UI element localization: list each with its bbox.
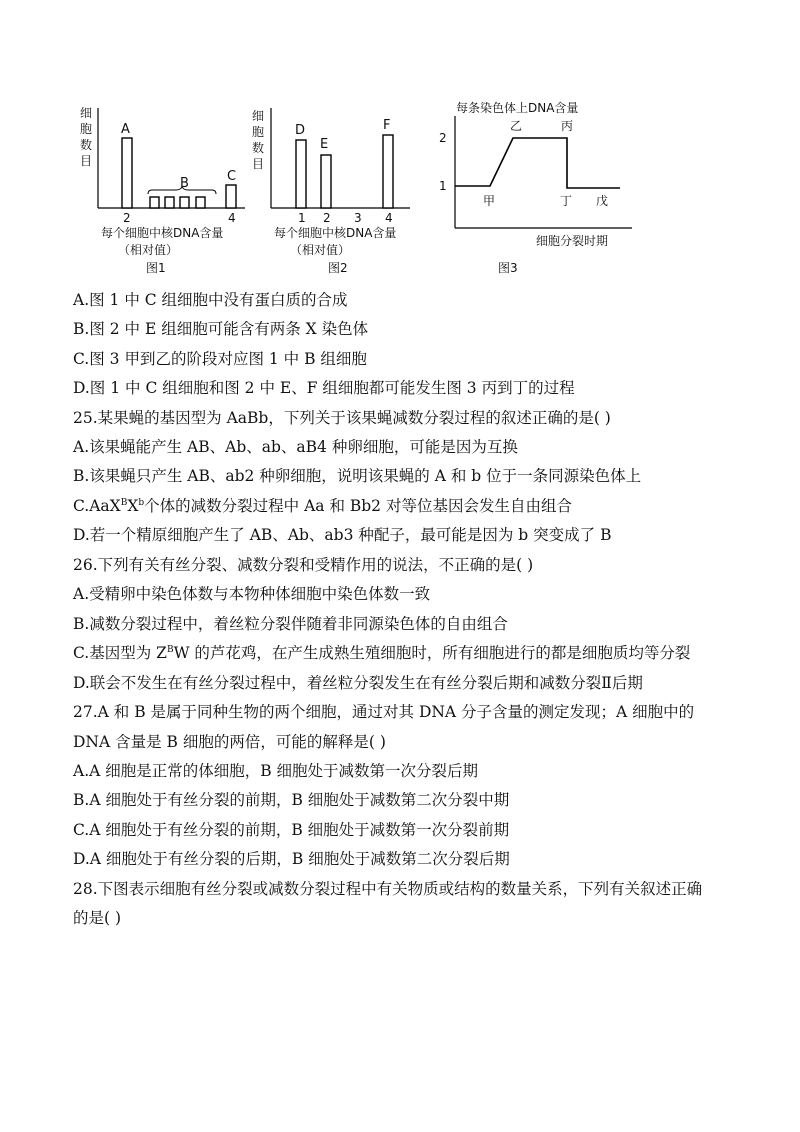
fig2-bar-e <box>321 155 331 208</box>
fig3-stage-yi: 乙 <box>510 119 523 133</box>
question-line: A.受精卵中染色体数与本物种体细胞中染色体数一致 <box>73 585 431 603</box>
fig1-xlabel-2: （相对值） <box>118 243 179 257</box>
fig2-ylabel-2: 胞 <box>252 125 265 139</box>
fig3-tick-2: 2 <box>439 131 447 145</box>
fig2-xlabel-1: 每个细胞中核DNA含量 <box>274 226 397 240</box>
fig1-label-b: B <box>180 176 189 191</box>
question-line: 27.A 和 B 是属于同种生物的两个细胞，通过对其 DNA 分子含量的测定发现；A 细胞中的 <box>73 703 695 721</box>
question-line: A.A 细胞是正常的体细胞，B 细胞处于减数第一次分裂后期 <box>73 762 479 780</box>
fig2-xlabel-2: （相对值） <box>290 243 351 257</box>
fig3-stage-ding: 丁 <box>560 194 573 208</box>
question-line: D.若一个精原细胞产生了 AB、Ab、ab3 种配子，最可能是因为 b 突变成了 B <box>73 526 612 544</box>
text-run: W 的芦花鸡，在产生成熟生殖细胞时，所有细胞进行的都是细胞质均等分裂 <box>173 644 691 662</box>
fig1-bar-b3 <box>180 197 189 208</box>
fig3-stage-jia: 甲 <box>483 194 496 208</box>
fig2-tick-3: 3 <box>354 211 362 225</box>
question-line: B.图 2 中 E 组细胞可能含有两条 X 染色体 <box>73 320 369 338</box>
superscript: b <box>138 498 145 508</box>
question-line: D.联会不发生在有丝分裂过程中，着丝粒分裂发生在有丝分裂后期和减数分裂Ⅱ后期 <box>73 674 643 692</box>
fig2-ylabel-3: 数 <box>252 141 265 155</box>
question-line: 28.下图表示细胞有丝分裂或减数分裂过程中有关物质或结构的数量关系，下列有关叙述正确 <box>73 880 703 898</box>
fig2-ylabel-1: 细 <box>252 109 265 123</box>
fig2-caption: 图2 <box>328 261 348 275</box>
question-line: 26.下列有关有丝分裂、减数分裂和受精作用的说法，不正确的是( ) <box>73 556 534 574</box>
text-run: C.基因型为 Z <box>73 644 167 662</box>
question-line: D.图 1 中 C 组细胞和图 2 中 E、F 组细胞都可能发生图 3 丙到丁的过程 <box>73 379 575 397</box>
fig2-bar-d <box>296 140 306 208</box>
question-line: 25.某果蝇的基因型为 AaBb，下列关于该果蝇减数分裂过程的叙述正确的是( ) <box>73 409 611 427</box>
fig1-ylabel-1: 细 <box>80 106 93 120</box>
fig2-label-e: E <box>320 137 329 152</box>
superscript: B <box>120 498 128 508</box>
fig2-label-d: D <box>295 123 306 138</box>
question-line: 的是( ) <box>73 909 122 927</box>
question-line: A.图 1 中 C 组细胞中没有蛋白质的合成 <box>73 291 348 309</box>
text-run: X <box>127 497 139 515</box>
fig1-xlabel-1: 每个细胞中核DNA含量 <box>101 226 224 240</box>
question-line: DNA 含量是 B 细胞的两倍，可能的解释是( ) <box>73 733 386 751</box>
fig3-xlabel: 细胞分裂时期 <box>536 234 609 248</box>
fig2-bar-f <box>383 135 393 208</box>
question-line <box>73 496 572 516</box>
figure-3 <box>439 100 632 275</box>
fig1-bar-c <box>226 185 236 208</box>
question-line: B.该果蝇只产生 AB、ab2 种卵细胞，说明该果蝇的 A 和 b 位于一条同源染色体上 <box>73 467 642 485</box>
question-line <box>73 643 690 663</box>
fig3-caption: 图3 <box>498 261 518 275</box>
fig2-ylabel-4: 目 <box>252 157 265 171</box>
question-line: C.图 3 甲到乙的阶段对应图 1 中 B 组细胞 <box>73 350 367 368</box>
fig1-tick-2: 2 <box>123 211 131 225</box>
fig2-tick-2: 2 <box>323 211 331 225</box>
fig1-bar-a <box>122 138 132 208</box>
fig2-tick-1: 1 <box>298 211 306 225</box>
superscript: B <box>166 645 174 655</box>
fig1-bar-b4 <box>196 197 205 208</box>
fig1-caption: 图1 <box>146 261 166 275</box>
fig3-stage-wu: 戊 <box>596 194 609 208</box>
question-line: B.减数分裂过程中，着丝粒分裂伴随着非同源染色体的自由组合 <box>73 615 508 633</box>
fig1-ylabel-3: 数 <box>80 138 93 152</box>
fig2-label-f: F <box>383 118 391 133</box>
question-line: B.A 细胞处于有丝分裂的前期，B 细胞处于减数第二次分裂中期 <box>73 791 510 809</box>
fig1-tick-4: 4 <box>228 211 236 225</box>
fig3-dna-curve <box>455 138 620 188</box>
fig3-stage-bing: 丙 <box>561 119 574 133</box>
figures-area <box>0 0 800 285</box>
question-line: A.该果蝇能产生 AB、Ab、ab、aB4 种卵细胞，可能是因为互换 <box>73 438 518 456</box>
figure-2 <box>252 108 410 275</box>
figure-1 <box>80 106 245 275</box>
fig1-label-a: A <box>121 122 130 137</box>
fig1-bar-b2 <box>165 197 174 208</box>
text-run: C.AaX <box>73 497 121 515</box>
question-line: C.A 细胞处于有丝分裂的前期，B 细胞处于减数第一次分裂前期 <box>73 821 510 839</box>
question-line: D.A 细胞处于有丝分裂的后期，B 细胞处于减数第二次分裂后期 <box>73 850 510 868</box>
fig1-bar-b1 <box>150 197 159 208</box>
fig2-tick-4: 4 <box>385 211 393 225</box>
fig3-title: 每条染色体上DNA含量 <box>456 101 579 115</box>
fig1-ylabel-2: 胞 <box>80 122 93 136</box>
fig3-tick-1: 1 <box>439 179 447 193</box>
text-run: 个体的减数分裂过程中 Aa 和 Bb2 对等位基因会发生自由组合 <box>144 497 572 515</box>
fig1-label-c: C <box>227 169 237 184</box>
fig1-ylabel-4: 目 <box>80 154 93 168</box>
